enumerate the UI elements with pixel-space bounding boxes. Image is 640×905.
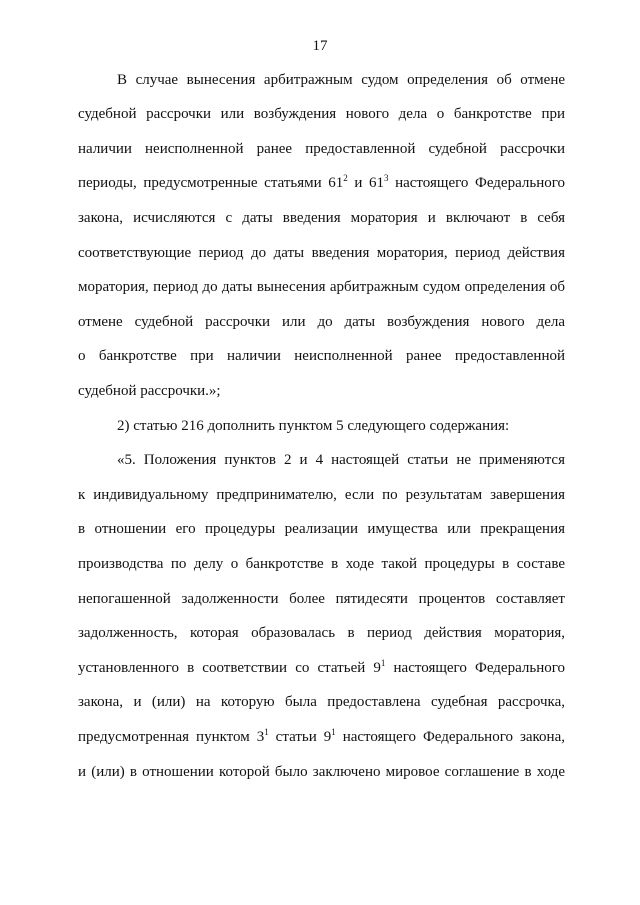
- text-line: [78, 651, 565, 686]
- text-line: [78, 166, 565, 201]
- text-line: закона, исчисляются с даты введения моратория и включают в себя: [78, 210, 565, 227]
- text-line: закона, и (или) на которую была предоставлена судебная рассрочка,: [78, 694, 565, 711]
- text-line: судебной рассрочки.»;: [78, 383, 221, 400]
- text-segment: и 61: [347, 175, 384, 192]
- superscript: 1: [331, 726, 336, 737]
- text-line: наличии неисполненной ранее предоставленной судебной рассрочки: [78, 140, 565, 157]
- superscript: 2: [343, 173, 348, 184]
- text-line: производства по делу о банкротстве в ходе такой процедуры в составе: [78, 556, 565, 572]
- text-line: «5. Положения пунктов 2 и 4 настоящей статьи не применяются: [117, 452, 565, 469]
- text-segment: настоящего Федерального: [388, 175, 565, 192]
- text-line: 2) статью 216 дополнить пунктом 5 следующего содержания:: [117, 417, 510, 434]
- page-number: 17: [312, 38, 328, 54]
- text-line: [78, 720, 565, 755]
- text-segment: периоды, предусмотренные статьями 61: [78, 175, 344, 192]
- text-line: моратория, период до даты вынесения арбитражным судом определения об: [78, 279, 565, 296]
- text-line: задолженность, которая образовалась в период действия моратория,: [78, 625, 565, 642]
- text-segment: статьи 9: [268, 728, 332, 745]
- text-line: непогашенной задолженности более пятидесяти процентов составляет: [78, 590, 565, 607]
- superscript: 3: [383, 173, 389, 184]
- superscript: 1: [380, 657, 386, 668]
- body-text: [78, 63, 565, 789]
- text-line: В случае вынесения арбитражным судом определения об отмене: [117, 71, 565, 88]
- text-line: о банкротстве при наличии неисполненной ранее предоставленной: [78, 348, 565, 365]
- text-line: и (или) в отношении которой было заключено мировое соглашение в ходе: [78, 763, 565, 780]
- text-line: к индивидуальному предпринимателю, если по результатам завершения: [78, 486, 565, 503]
- text-line: судебной рассрочки или возбуждения нового дела о банкротстве при: [78, 106, 565, 123]
- text-line: отмене судебной рассрочки или до даты возбуждения нового дела: [78, 313, 565, 330]
- text-segment: установленного в соответствии со статьей 9: [78, 659, 381, 676]
- text-line: соответствующие период до даты введения моратория, период действия: [78, 244, 565, 261]
- text-segment: настоящего Федерального закона,: [335, 728, 565, 745]
- text-line: в отношении его процедуры реализации имущества или прекращения: [78, 521, 565, 538]
- text-segment: настоящего Федерального: [385, 659, 565, 676]
- text-segment: предусмотренная пунктом 3: [78, 728, 265, 745]
- superscript: 1: [264, 726, 269, 737]
